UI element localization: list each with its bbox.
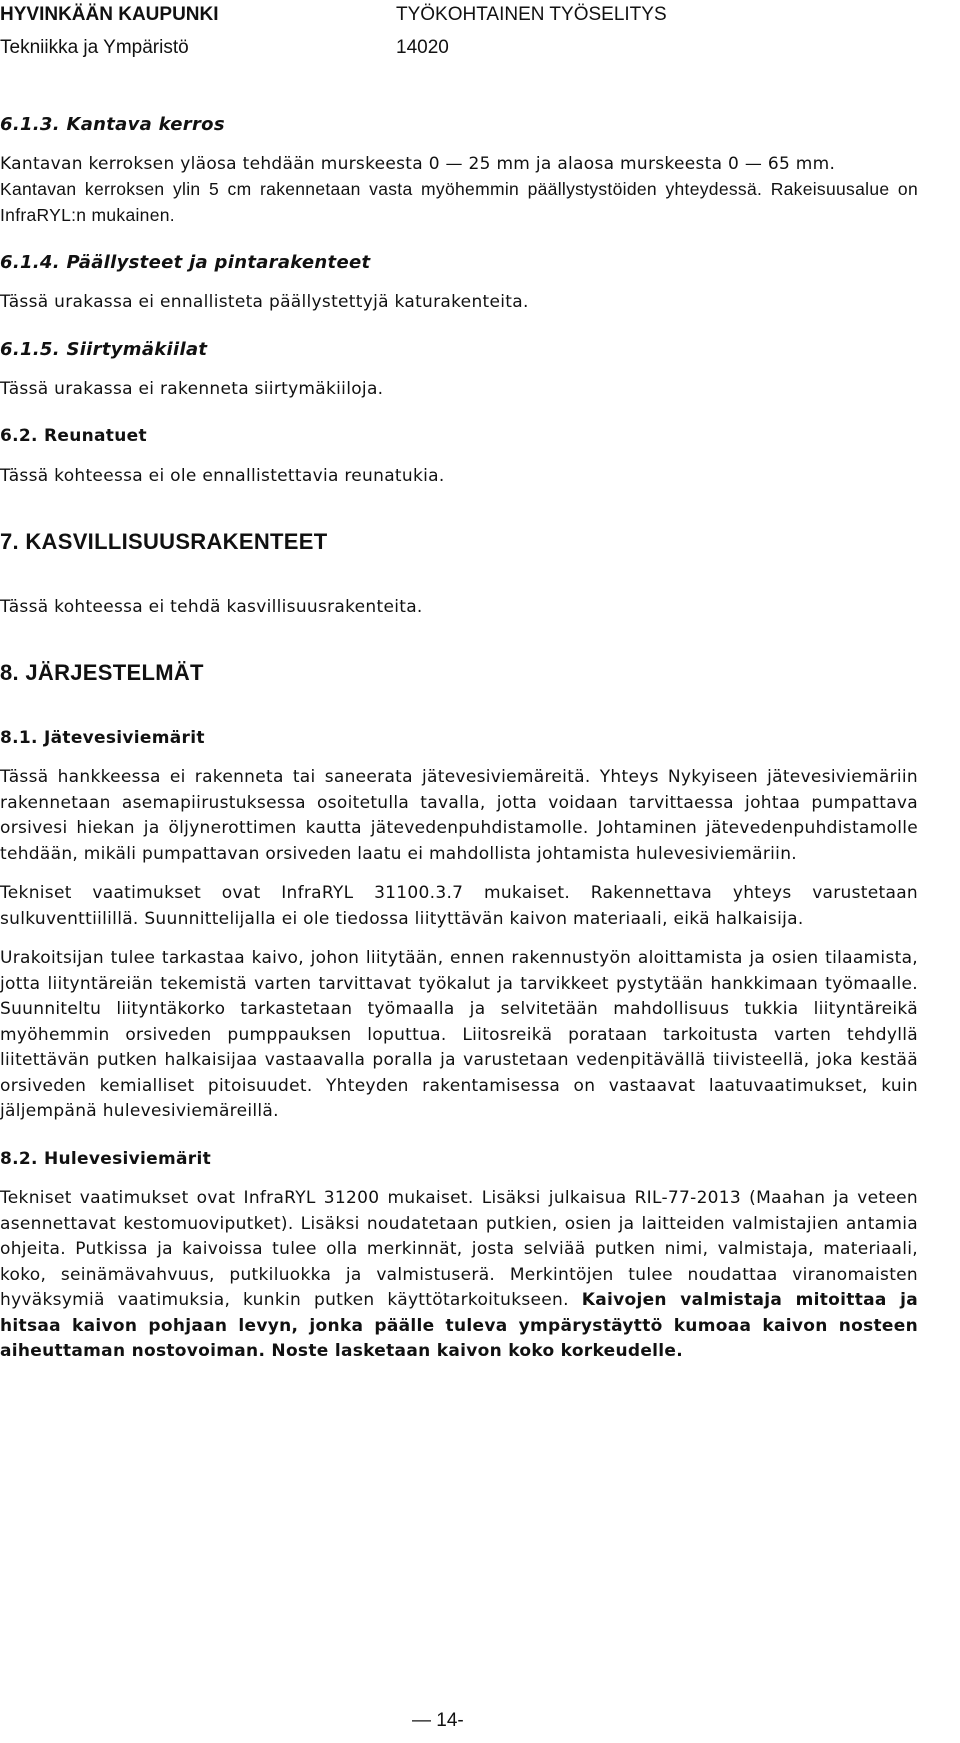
section-heading-8: 8. JÄRJESTELMÄT (0, 660, 204, 685)
document-body (0, 112, 918, 1365)
section-6-1-5-paragraph: Tässä urakassa ei rakenneta siirtymäkiiloja. (0, 378, 384, 399)
header-doc-type: TYÖKOHTAINEN TYÖSELITYS (396, 4, 667, 25)
header-dept: Tekniikka ja Ympäristö (0, 37, 189, 58)
section-8-2-paragraph (0, 1186, 918, 1365)
section-6-1-4-paragraph: Tässä urakassa ei ennallisteta päällystettyjä katurakenteita. (0, 291, 529, 312)
section-6-2-paragraph: Tässä kohteessa ei ole ennallistettavia reunatukia. (0, 465, 445, 486)
section-8-2-text: Tekniset vaatimukset ovat InfraRYL 31200 mukaiset. Lisäksi julkaisua RIL-77-2013 (Maahan ja veteen asennettavat kestomuoviputket). Lisäksi noudatetaan putkien, osien ja laitteiden valmistajien antamia ohjeita. Putkissa ja kaivoissa tulee olla merkinnät, josta selviää putken nimi, valmistaja, materiaali, koko, seinämävahvuus, putkiluokka ja valmistuserä. Merkintöjen tulee noudattaa viranomaisten hyväksymiä vaatimuksia, kunkin putken käyttötarkoitukseen. (0, 1188, 918, 1310)
header-doc-number: 14020 (396, 37, 449, 58)
section-heading-7: 7. KASVILLISUUSRAKENTEET (0, 529, 328, 554)
section-heading-8-2: 8.2. Hulevesiviemärit (0, 1148, 211, 1169)
header-org: HYVINKÄÄN KAUPUNKI (0, 4, 219, 25)
section-heading-6-1-5: 6.1.5. Siirtymäkiilat (0, 339, 208, 360)
section-8-1-paragraph-2: Tekniset vaatimukset ovat InfraRYL 31100.3.7 mukaiset. Rakennettava yhteys varustetaan sulkuventtiilillä. Suunnittelijalla ei ole tiedossa liityttävän kaivon materiaali, eikä halkaisija. (0, 883, 918, 929)
section-6-1-3-paragraph-1: Kantavan kerroksen yläosa tehdään murskeesta 0 — 25 mm ja alaosa murskeesta 0 — 65 mm. (0, 153, 836, 174)
section-heading-6-2: 6.2. Reunatuet (0, 426, 147, 446)
section-heading-6-1-4: 6.1.4. Päällysteet ja pintarakenteet (0, 252, 371, 273)
page-number: — 14- (412, 1710, 464, 1731)
section-6-1-3-paragraph-2: Kantavan kerroksen ylin 5 cm rakennetaan vasta myöhemmin päällystystöiden yhteydessä. Rakeisuusalue on InfraRYL:n mukainen. (0, 179, 918, 225)
section-heading-8-1: 8.1. Jätevesiviemärit (0, 727, 205, 748)
section-8-2-bold-text: Kaivojen valmistaja mitoittaa ja hitsaa kaivon pohjaan levyn, jonka päälle tuleva ympärystäyttö kumoaa kaivon nosteen aiheuttaman nostovoiman. Noste lasketaan kaivon koko korkeudelle. (0, 1290, 918, 1361)
section-7-paragraph: Tässä kohteessa ei tehdä kasvillisuusrakenteita. (0, 596, 423, 617)
section-heading-6-1-3: 6.1.3. Kantava kerros (0, 114, 225, 135)
section-8-1-paragraph-1: Tässä hankkeessa ei rakenneta tai saneerata jätevesiviemäreitä. Yhteys Nykyiseen jätevesiviemäriin rakennetaan asemapiirustuksessa osoitetulla tavalla, jotta voidaan tarvittaessa johtaa pumpattava orsivesi hiekan ja öljynerottimen kautta jätevedenpuhdistamolle. Johtaminen jätevedenpuhdistamolle tehdään, mikäli pumpattavan orsiveden laatu ei mahdollista johtamista hulevesiviemäriin. (0, 767, 918, 864)
section-8-1-paragraph-3: Urakoitsijan tulee tarkastaa kaivo, johon liitytään, ennen rakennustyön aloittamista ja osien tilaamista, jotta liityntäreiän tekemistä varten tarvittavat työkalut ja tarvikkeet pystytään hankkimaan työmaalle. Suunniteltu liityntäkorko tarkastetaan työmaalla ja selvitetään mahdollisuus tukkia liityntäreikä myöhemmin orsiveden pumppauksen loputtua. Liitosreikä porataan tarkoitusta varten tehdyllä liitettävän putken halkaisijaa vastaavalla poralla ja varustetaan vedenpitävällä tiivisteellä, joka kestää orsiveden kemialliset pitoisuudet. Yhteyden rakentamisessa on vastaavat laatuvaatimukset, kuin jäljempänä hulevesiviemäreillä. (0, 948, 918, 1121)
